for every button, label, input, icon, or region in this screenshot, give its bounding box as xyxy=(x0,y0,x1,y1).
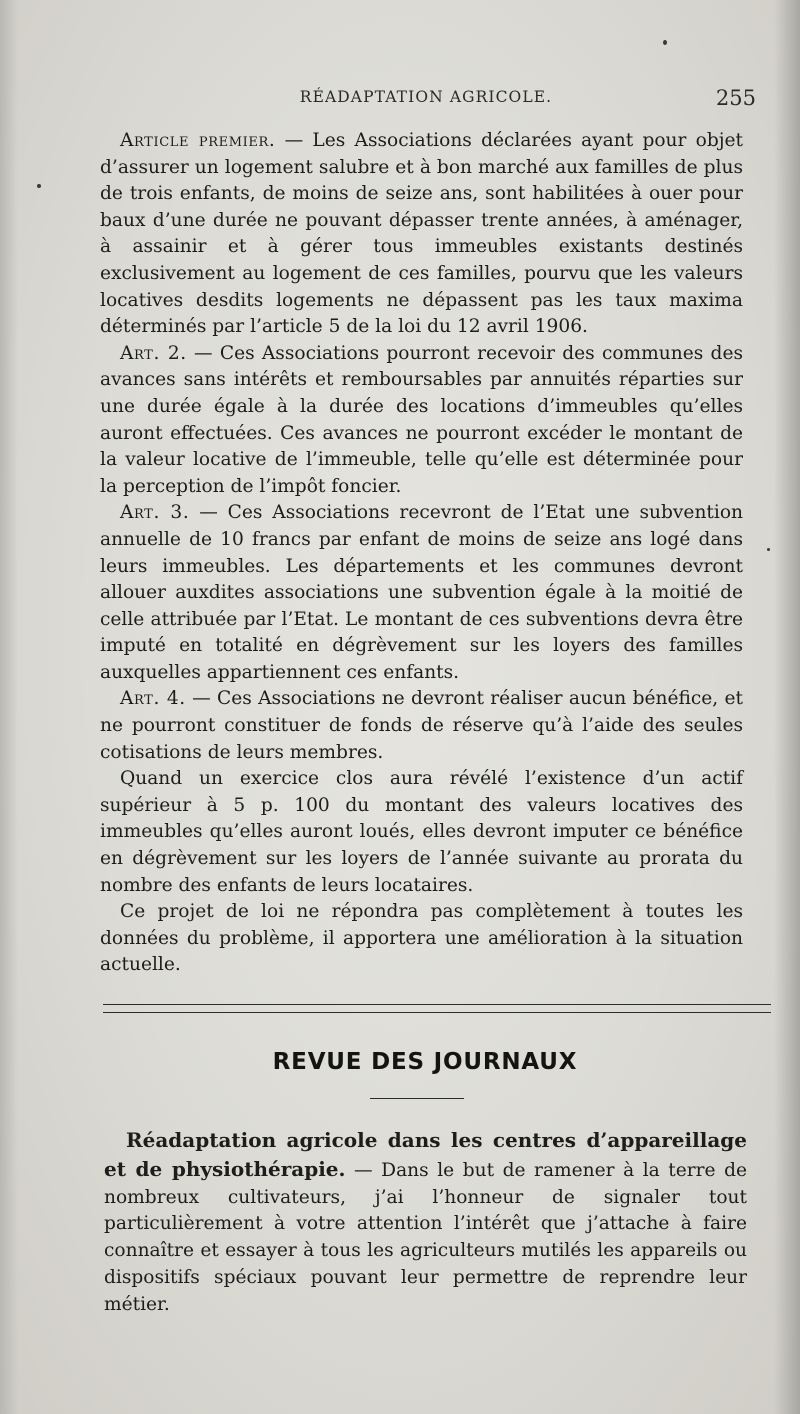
article-2-text: — Ces Associations pourront recevoir des communes des avances sans intérêts et remboursables par annuités réparties sur une durée égale à la durée des locations d’immeubles qu’elles auront effectuées. Ces avances ne pourront excéder le montant de la valeur locative de l’immeuble, telle qu’elle est déterminée pour la perception de l’impôt foncier. xyxy=(100,342,744,497)
page-edge-shadow-left xyxy=(0,0,18,1414)
running-title: RÉADAPTATION AGRICOLE. xyxy=(299,88,553,106)
article-1-label: Article premier. xyxy=(120,130,276,151)
section-title-underline xyxy=(370,1098,464,1099)
article-2 xyxy=(100,341,743,501)
article-3 xyxy=(100,500,743,686)
article-3-text: — Ces Associations recevront de l’Etat une subvention annuelle de 10 francs par enfant de moins de seize ans logé dans leurs immeubles. Les départements et les communes devront allouer auxdites associations une subvention égale à la moitié de celle attribuée par l’Etat. Le montant de ces subventions devra être imputé en totalité en dégrèvement sur les loyers des familles auxquelles appartiennent ces enfants. xyxy=(100,502,744,683)
article-2-label: Art. 2. xyxy=(120,342,187,364)
ink-speck xyxy=(663,40,667,45)
review-heading: Réadaptation agricole dans les centres d’appareillage et de physiothérapie. xyxy=(104,1128,747,1181)
review-text: — Dans le but de ramener à la terre de nombreux cultivateurs, j’ai l’honneur de signaler tout particulièrement à votre attention l’intérêt que j’attache à faire connaître et essayer à tous les agriculteurs mutilés les appareils ou dispositifs spéciaux pouvant leur permettre de reprendre leur métier. xyxy=(104,1159,747,1315)
article-4-text: — Ces Associations ne devront réaliser aucun bénéfice, et ne pourront constituer de fonds de réserve qu’à l’aide des seules cotisations de leurs membres. xyxy=(100,688,743,763)
law-articles xyxy=(100,128,743,979)
page-edge-shadow-right xyxy=(774,0,800,1414)
article-4 xyxy=(100,686,743,766)
review-paragraph xyxy=(104,1127,747,1319)
paragraph-conclusion: Ce projet de loi ne répondra pas complètement à toutes les données du problème, il apportera une amélioration à la situation actuelle. xyxy=(100,901,743,976)
ink-speck xyxy=(37,184,41,188)
article-1-text: — Les Associations déclarées ayant pour objet d’assurer un logement salubre et à bon marché aux familles de plus de trois enfants, de moins de seize ans, sont habilitées à ouer pour baux d’une durée ne pouvant dépasser trente années, à aménager, à assainir et à gérer tous immeubles existants destinés exclusivement au logement de ces familles, pourvu que les valeurs locatives desdits logements ne dépassent pas les taux maxima déterminés par l’article 5 de la loi du 12 avril 1906. xyxy=(100,130,743,338)
ink-speck xyxy=(767,548,770,551)
page-number: 255 xyxy=(715,86,756,110)
paragraph-surplus: Quand un exercice clos aura révélé l’existence d’un actif supérieur à 5 p. 100 du montant des valeurs locatives des immeubles qu’elles auront loués, elles devront imputer ce bénéfice en dégrèvement sur les loyers de l’année suivante au prorata du nombre des enfants de leurs locataires. xyxy=(100,768,743,896)
article-4-label: Art. 4. xyxy=(120,688,186,710)
article-3-label: Art. 3. xyxy=(120,502,190,524)
article-1 xyxy=(100,128,743,341)
section-divider-double-rule xyxy=(103,1004,771,1013)
running-head xyxy=(96,88,756,114)
section-title: REVUE DES JOURNAUX xyxy=(272,1049,578,1075)
review-article xyxy=(104,1127,747,1319)
